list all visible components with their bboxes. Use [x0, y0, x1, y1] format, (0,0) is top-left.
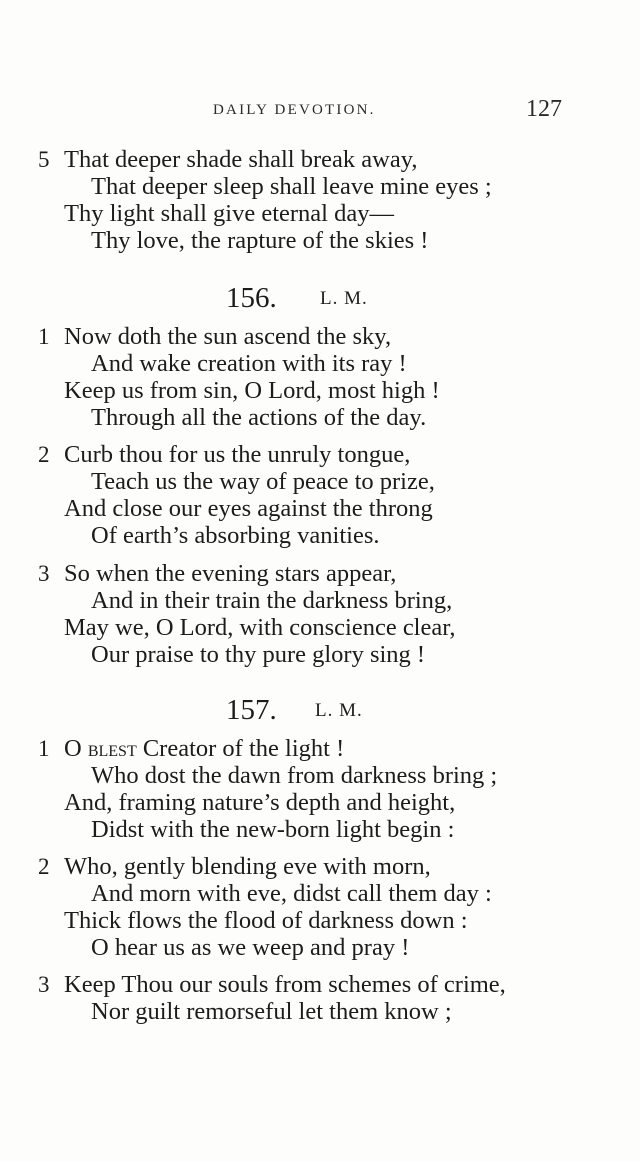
verse-line [0, 971, 640, 998]
verse-line [0, 441, 640, 468]
verse [0, 146, 640, 254]
hymn-157-verse-3 [0, 971, 640, 1025]
verse-line [0, 641, 640, 668]
line-text [64, 735, 344, 762]
verse-number: 1 [38, 736, 50, 761]
verse-line [0, 227, 640, 254]
hymn-title [0, 282, 640, 316]
hymn-meter: L. M. [315, 700, 363, 721]
page-header [0, 96, 640, 130]
continued-verse [0, 146, 640, 254]
line-text: Thick flows the flood of darkness down : [64, 907, 468, 934]
hymn-number: 157. [226, 694, 277, 726]
verse-line [0, 173, 640, 200]
hymn-156-verse-2 [0, 441, 640, 549]
verse-line [0, 789, 640, 816]
line-text: May we, O Lord, with conscience clear, [64, 614, 456, 641]
verse-line [0, 200, 640, 227]
verse-line [0, 614, 640, 641]
small-caps-word: blest [87, 736, 137, 761]
line-text: Who dost the dawn from darkness bring ; [91, 762, 498, 789]
line-text: And close our eyes against the throng [64, 495, 433, 522]
line-text: Keep us from sin, O Lord, most high ! [64, 377, 440, 404]
verse-line [0, 522, 640, 549]
line-text: That deeper sleep shall leave mine eyes ; [91, 173, 492, 200]
verse-line [0, 350, 640, 377]
line-text-part: O [64, 735, 88, 762]
verse [0, 971, 640, 1025]
line-text: That deeper shade shall break away, [64, 146, 418, 173]
hymn-title [0, 694, 640, 728]
line-text: Of earth’s absorbing vanities. [91, 522, 380, 549]
running-head: DAILY DEVOTION. [213, 102, 376, 118]
verse-line [0, 853, 640, 880]
hymn-156-verse-1 [0, 323, 640, 431]
line-text: Thy light shall give eternal day— [64, 200, 394, 227]
line-text: Our praise to thy pure glory sing ! [91, 641, 426, 668]
line-text: So when the evening stars appear, [64, 560, 397, 587]
line-text: Nor guilt remorseful let them know ; [91, 998, 452, 1025]
hymn-meter: L. M. [320, 288, 368, 309]
verse-number: 2 [38, 442, 50, 467]
line-text-part: Creator of the light ! [136, 735, 345, 762]
line-text: And wake creation with its ray ! [91, 350, 407, 377]
verse-line [0, 587, 640, 614]
verse-line [0, 816, 640, 843]
verse [0, 560, 640, 668]
verse [0, 441, 640, 549]
line-text: Teach us the way of peace to prize, [91, 468, 435, 495]
verse-line [0, 323, 640, 350]
verse-number: 5 [38, 147, 50, 172]
verse [0, 323, 640, 431]
line-text: Keep Thou our souls from schemes of crime, [64, 971, 506, 998]
line-text: Thy love, the rapture of the skies ! [91, 227, 429, 254]
verse-line [0, 735, 640, 762]
line-text: Through all the actions of the day. [91, 404, 427, 431]
verse-line [0, 934, 640, 961]
verse-line [0, 495, 640, 522]
verse-line [0, 560, 640, 587]
hymn-157-verse-1 [0, 735, 640, 843]
page-number: 127 [526, 96, 562, 122]
verse [0, 735, 640, 843]
verse-number: 3 [38, 561, 50, 586]
verse-line [0, 146, 640, 173]
hymn-number: 156. [226, 282, 277, 314]
line-text: Curb thou for us the unruly tongue, [64, 441, 411, 468]
verse-line [0, 762, 640, 789]
verse-line [0, 998, 640, 1025]
verse-line [0, 377, 640, 404]
verse-line [0, 907, 640, 934]
verse-number: 1 [38, 324, 50, 349]
verse [0, 853, 640, 961]
line-text: O hear us as we weep and pray ! [91, 934, 410, 961]
line-text: And morn with eve, didst call them day : [91, 880, 492, 907]
line-text: And, framing nature’s depth and height, [64, 789, 456, 816]
verse-number: 2 [38, 854, 50, 879]
verse-line [0, 880, 640, 907]
verse-number: 3 [38, 972, 50, 997]
hymn-157-verse-2 [0, 853, 640, 961]
verse-line [0, 468, 640, 495]
line-text: Didst with the new-born light begin : [91, 816, 455, 843]
line-text: Now doth the sun ascend the sky, [64, 323, 392, 350]
line-text: Who, gently blending eve with morn, [64, 853, 431, 880]
line-text: And in their train the darkness bring, [91, 587, 453, 614]
verse-line [0, 404, 640, 431]
hymn-156-verse-3 [0, 560, 640, 668]
